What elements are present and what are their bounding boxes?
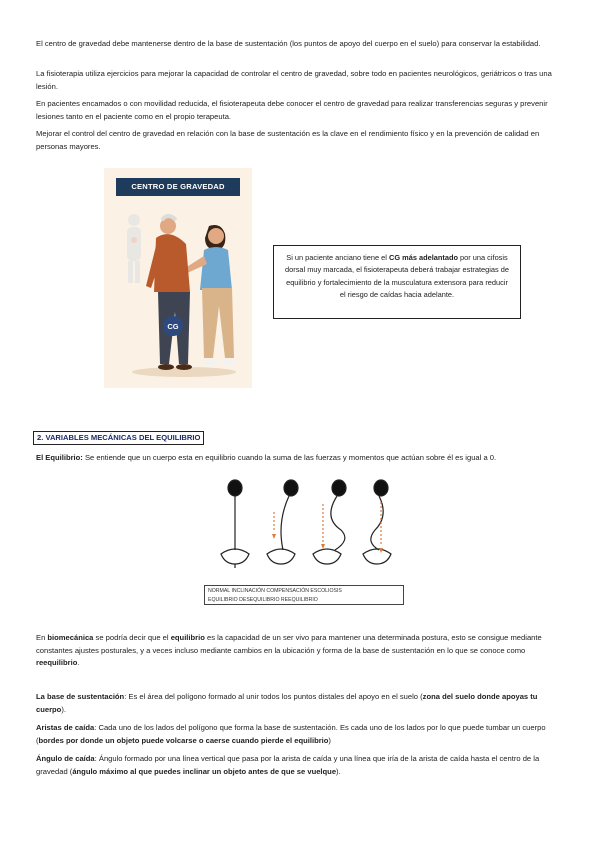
paragraph-biomechanics (36, 632, 564, 670)
section-heading: 2. VARIABLES MECÁNICAS DEL EQUILIBRIO (33, 431, 204, 445)
fall-angle-label: Ángulo de caída (36, 754, 95, 763)
diagram-legend-row-2: EQUILIBRIO DESEQUILIBRIO REEQUILIBRIO (208, 596, 318, 603)
fall-edges-bold: bordes por donde un objeto puede volcarse o caerse cuando pierde el equilibrio (38, 735, 329, 745)
paragraph-fall-edges (36, 722, 564, 747)
bio-f: reequilibrio (36, 658, 78, 668)
center-of-gravity-illustration (104, 168, 252, 388)
physio-patient-drawing (104, 168, 252, 388)
bio-g: . (77, 658, 80, 668)
note-text-bold: CG más adelantado (389, 253, 458, 262)
note-text-post: por una cifosis dorsal muy marcada, el fisioterapeuta deberá trabajar estrategias de equilibrio y fortalecimiento de la musculatura extensora para reducir el riesgo de caídas hacia adelante. (285, 253, 509, 300)
fall-edges-label: Aristas de caída (36, 723, 95, 732)
therapist-figure (182, 225, 235, 365)
illustration-banner: CENTRO DE GRAVEDAD (116, 178, 240, 196)
elderly-patient-figure (146, 216, 192, 370)
paragraph-equilibrium-definition (36, 452, 564, 465)
paragraph-physio-exercises: La fisioterapia utiliza ejercicios para mejorar la capacidad de controlar el centro de gravedad, sobre todo en pacientes neurológicos, geriátricos o tras una lesión. (36, 69, 552, 91)
fall-edges-end: ) (328, 735, 331, 745)
support-base-text: : Es el área del polígono formado al unir todos los puntos distales del apoyo en el suelo ( (124, 692, 423, 701)
fall-angle-text: : Ángulo formado por una línea vertical que pasa por la arista de caída y una línea que iría de la arista de caída hasta el centro de la gravedad ( (36, 754, 540, 776)
support-base-label: La base de sustentación (36, 692, 125, 701)
paragraph-improve-control: Mejorar el control del centro de gravedad en relación con la base de sustentación es la clave en el rendimiento físico y en la prevención de calidad en personas mayores. (36, 129, 540, 151)
bio-e: es la capacidad de un ser vivo para mantener una determinada postura, esto se consigue mediante constantes ajustes posturales, y a veces incluso mediante cambios en la ubicación y forma de la base de sustentación en lo que se conoce como (36, 633, 542, 655)
paragraph-bedridden: En pacientes encamados o con movilidad reducida, el fisioterapeuta debe conocer el centro de gravedad para realizar transferencias seguras y prevenir lesiones tanto en el paciente como en el propio terapeuta. (36, 99, 548, 121)
clinical-note-box (273, 245, 521, 319)
paragraph-cg-base: El centro de gravedad debe mantenerse dentro de la base de sustentación (los puntos de apoyo del cuerpo en el suelo) para conservar la estabilidad. (36, 39, 541, 48)
support-base-bold: zona del suelo donde apoyas tu cuerpo (36, 692, 538, 714)
note-text-pre: Si un paciente anciano tiene el (286, 253, 389, 262)
equilibrium-label: El Equilibrio: (36, 453, 83, 462)
anatomy-silhouette (127, 214, 141, 283)
diagram-legend-row-1: NORMAL INCLINACIÓN COMPENSACIÓN ESCOLIOSIS (208, 588, 342, 594)
bio-c: se podría decir que el (93, 633, 171, 642)
paragraph-support-base (36, 691, 564, 716)
fall-angle-bold: ángulo máximo al que puedes inclinar un objeto antes de que se vuelque (72, 766, 337, 776)
fall-edges-text: : Cada uno de los lados del polígono que forma la base de sustentación. Es cada uno de los lados por lo que puede tumbar un cuerpo ( (36, 723, 546, 745)
cg-label: CG (167, 322, 179, 331)
diagram-legend (204, 585, 404, 605)
bio-b: biomecánica (47, 633, 94, 642)
bio-a: En (36, 633, 48, 642)
paragraph-fall-angle (36, 753, 564, 778)
support-base-end: ). (61, 704, 66, 714)
fall-angle-end: ). (336, 766, 341, 776)
equilibrium-text: Se entiende que un cuerpo esta en equilibrio cuando la suma de las fuerzas y momentos que actúan sobre él es igual a 0. (82, 453, 497, 462)
bio-d: equilibrio (170, 633, 205, 642)
